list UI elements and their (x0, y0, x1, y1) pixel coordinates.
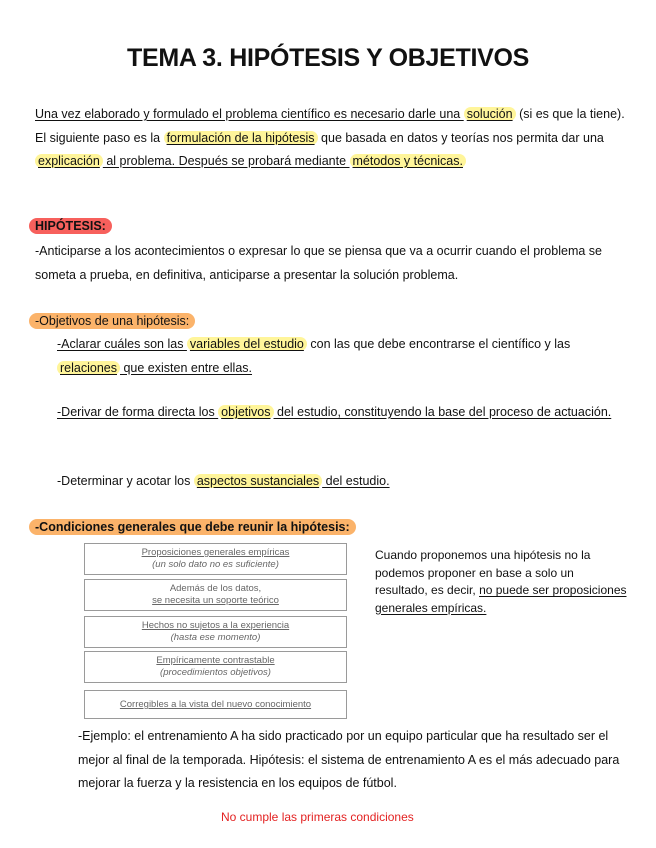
condition-box-2 (84, 579, 347, 611)
obj1-text-1: -Aclarar cuáles son las (57, 337, 187, 351)
intro-paragraph (35, 103, 625, 174)
condition-3-title: Hechos no sujetos a la experiencia (141, 620, 290, 631)
condition-failure-note: No cumple las primeras condiciones (221, 810, 414, 824)
condiciones-side-note (375, 547, 627, 617)
obj1-text-3: que existen entre ellas. (119, 360, 253, 375)
intro-text-1: Una vez elaborado y formulado el problema científico es necesario darle una (35, 107, 464, 121)
condition-box-1 (84, 543, 347, 575)
highlight-formulacion: formulación de la hipótesis (164, 131, 318, 145)
hipotesis-heading: HIPÓTESIS: (29, 218, 112, 234)
objetivo-item-1 (57, 333, 625, 380)
highlight-variables: variables del estudio (187, 337, 307, 351)
condition-box-3 (84, 616, 347, 648)
intro-text-2: (si es que la tiene). El siguiente paso es la (35, 107, 625, 145)
condition-2-detail: se necesita un soporte teórico (152, 595, 279, 606)
highlight-aspectos: aspectos sustanciales (194, 474, 322, 488)
intro-text-4: al problema. Después se probará mediante (102, 154, 350, 168)
intro-text-3: que basada en datos y teorías nos permita dar una (317, 130, 604, 145)
highlight-explicacion: explicación (35, 154, 103, 168)
side-text-1: Cuando proponemos una hipótesis no la podemos proponer en base a solo un resultado, es decir, (375, 548, 591, 597)
obj2-text-2: del estudio, constituyendo la base del proceso de actuación. (273, 405, 612, 419)
objetivo-item-2 (57, 401, 625, 425)
condition-1-title: Proposiciones generales empíricas (141, 547, 290, 558)
condition-4-detail: (procedimientos objetivos) (160, 667, 271, 678)
obj2-text-1: -Derivar de forma directa los (57, 405, 219, 419)
objetivo-item-3 (57, 470, 625, 494)
condition-box-5 (84, 690, 347, 719)
page-title: TEMA 3. HIPÓTESIS Y OBJETIVOS (126, 44, 530, 72)
condition-4-title: Empíricamente contrastable (156, 655, 275, 666)
highlight-objetivos: objetivos (218, 405, 273, 419)
condition-1-detail: (un solo dato no es suficiente) (152, 559, 279, 570)
objetivos-heading: -Objetivos de una hipótesis: (29, 313, 195, 329)
highlight-metodos: métodos y técnicas. (350, 154, 466, 168)
condition-5-title: Corregibles a la vista del nuevo conocimiento (119, 699, 312, 710)
condiciones-heading: -Condiciones generales que debe reunir la hipótesis: (29, 519, 356, 535)
highlight-relaciones: relaciones (57, 361, 120, 375)
condition-3-detail: (hasta ese momento) (170, 632, 261, 643)
side-underlined: no puede ser proposiciones generales empíricas. (375, 583, 627, 615)
obj3-text-1: -Determinar y acotar los (57, 474, 194, 488)
condition-box-4 (84, 651, 347, 683)
condition-2-title: Además de los datos, (169, 583, 262, 594)
obj1-text-2: con las que debe encontrarse el científico y las (306, 337, 571, 351)
example-paragraph: -Ejemplo: el entrenamiento A ha sido practicado por un equipo particular que ha resultado ser el mejor al final de la temporada. Hipótesis: el sistema de entrenamiento A es el más adecuado para mejorar la fuerza y la resistencia en los equipos de fútbol. (78, 729, 620, 790)
highlight-solucion: solución (464, 107, 516, 121)
obj3-text-2: del estudio. (322, 474, 390, 488)
hipotesis-text: -Anticiparse a los acontecimientos o expresar lo que se piensa que va a ocurrir cuando el problema se someta a prueba, en definitiva, anticiparse a presentar la solución problema. (35, 244, 602, 282)
